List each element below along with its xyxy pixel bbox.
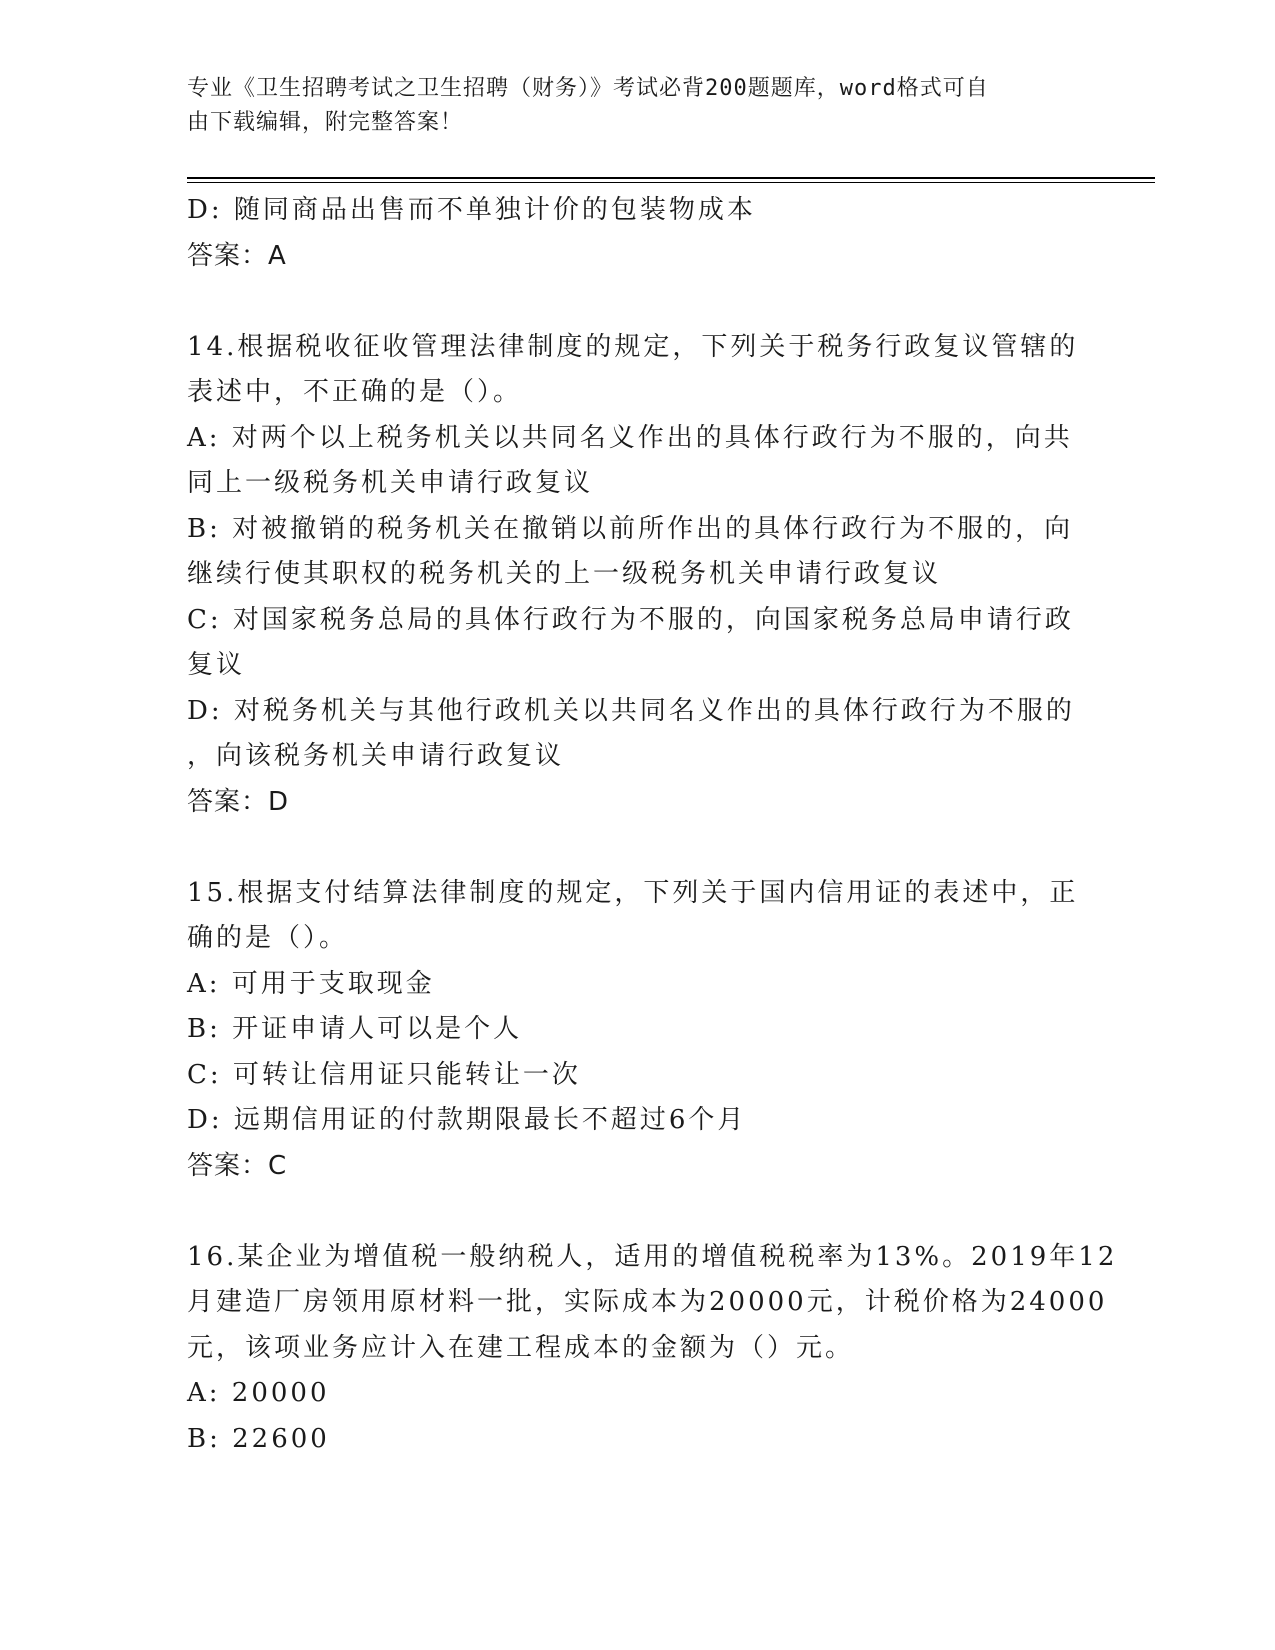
option-b: B: 22600 — [187, 1423, 330, 1454]
option-d: D: 对税务机关与其他行政机关以共同名义作出的具体行政行为不服的 — [187, 695, 1075, 726]
header-line-1: 专业《卫生招聘考试之卫生招聘（财务）》考试必背200题题库，word格式可自 — [187, 76, 989, 101]
question-stem: 月建造厂房领用原材料一批，实际成本为20000元，计税价格为24000 — [187, 1287, 1108, 1317]
document-header — [187, 72, 1067, 140]
answer: 答案：D — [187, 786, 290, 817]
question-15 — [187, 871, 1087, 1190]
option-d: D: 远期信用证的付款期限最长不超过6个月 — [187, 1105, 747, 1135]
option-a: 同上一级税务机关申请行政复议 — [187, 468, 594, 498]
option-b: 继续行使其职权的税务机关的上一级税务机关申请行政复议 — [187, 559, 942, 589]
question-stem: 确的是（）。 — [187, 923, 349, 953]
document-body — [187, 188, 1118, 1462]
option-b: B: 对被撤销的税务机关在撤销以前所作出的具体行政行为不服的，向 — [187, 513, 1074, 544]
question-16 — [187, 1235, 1118, 1463]
question-14 — [187, 325, 1087, 826]
option-d: ，向该税务机关申请行政复议 — [187, 741, 565, 771]
option-b: B: 开证申请人可以是个人 — [187, 1014, 523, 1044]
header-divider-thick — [187, 177, 1155, 179]
option-a: A: 20000 — [187, 1378, 330, 1408]
answer: 答案：C — [187, 1150, 288, 1181]
option-c: 复议 — [187, 650, 246, 680]
question-stem: 16.某企业为增值税一般纳税人，适用的增值税税率为13%。2019年12 — [187, 1241, 1118, 1272]
option-c: C: 对国家税务总局的具体行政行为不服的，向国家税务总局申请行政 — [187, 604, 1074, 635]
option-c: C: 可转让信用证只能转让一次 — [187, 1059, 581, 1090]
answer: 答案：A — [187, 240, 287, 271]
option-a: A: 对两个以上税务机关以共同名义作出的具体行政行为不服的，向共 — [187, 422, 1073, 453]
option-a: A: 可用于支取现金 — [187, 968, 435, 999]
question-13 — [187, 188, 1087, 279]
header-line-2: 由下载编辑，附完整答案！ — [187, 110, 464, 135]
question-stem: 表述中，不正确的是（）。 — [187, 377, 523, 407]
question-stem: 元，该项业务应计入在建工程成本的金额为（）元。 — [187, 1332, 855, 1363]
header-divider-thin — [187, 182, 1155, 183]
question-stem: 14.根据税收征收管理法律制度的规定，下列关于税务行政复议管辖的 — [187, 331, 1079, 362]
option-d: D: 随同商品出售而不单独计价的包装物成本 — [187, 195, 756, 225]
question-stem: 15.根据支付结算法律制度的规定，下列关于国内信用证的表述中，正 — [187, 877, 1079, 908]
spacer — [187, 279, 1087, 325]
spacer — [187, 825, 1087, 871]
spacer — [187, 1189, 1087, 1235]
